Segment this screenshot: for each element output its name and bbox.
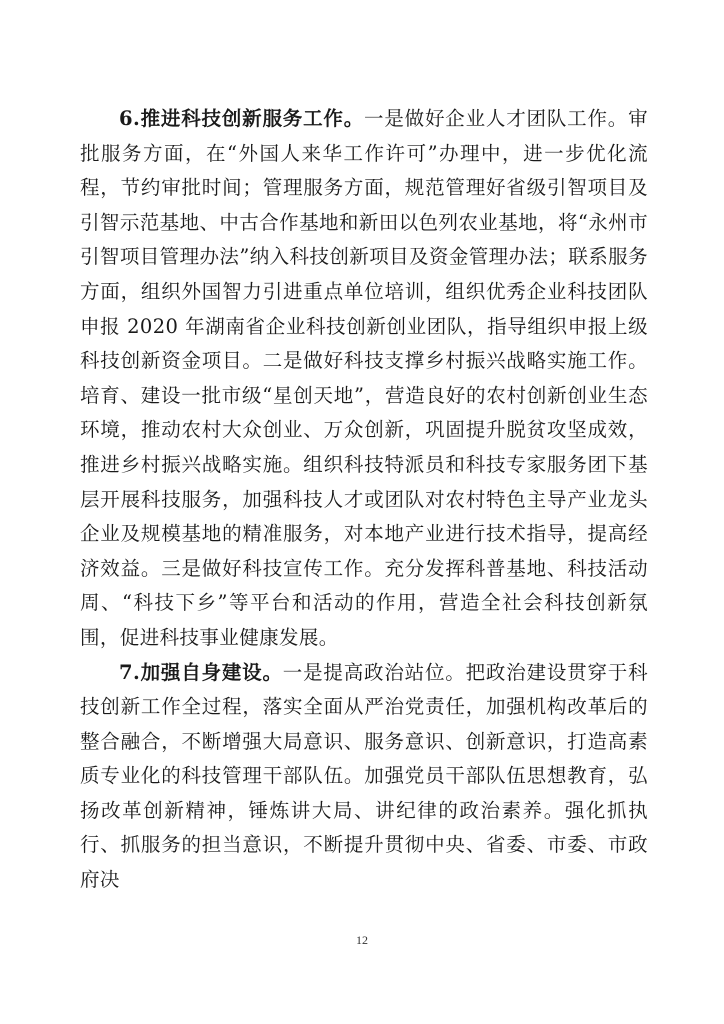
section-heading-6: 6.推进科技创新服务工作。: [119, 107, 365, 130]
page-number: 12: [356, 933, 368, 947]
body-text: [80, 102, 648, 898]
paragraph-7: [80, 656, 648, 898]
section-heading-7: 7.加强自身建设。: [119, 660, 283, 684]
paragraph-7-text: 一是提高政治站位。把政治建设贯穿于科技创新工作全过程，落实全面从严治党责任，加强机构改革后的整合融合，不断增强大局意识、服务意识、创新意识，打造高素质专业化的科技管理干部队伍。加强党员干部队伍思想教育，弘扬改革创新精神，锤炼讲大局、讲纪律的政治素养。强化抓执行、抓服务的担当意识，不断提升贯彻中央、省委、市委、市政府决: [80, 660, 648, 892]
paragraph-6: [80, 102, 648, 656]
paragraph-6-text: 一是做好企业人才团队工作。审批服务方面，在“外国人来华工作许可”办理中，进一步优化流程，节约审批时间；管理服务方面，规范管理好省级引智项目及引智示范基地、中古合作基地和新田以色列农业基地，将“永州市引智项目管理办法”纳入科技创新项目及资金管理办法；联系服务方面，组织外国智力引进重点单位培训，组织优秀企业科技团队申报 2020 年湖南省企业科技创新创业团队，指导组织申报上级科技创新资金项目。二是做好科技支撑乡村振兴战略实施工作。培育、建设一批市级“星创天地”，营造良好的农村创新创业生态环境，推动农村大众创业、万众创新，巩固提升脱贫攻坚成效，推进乡村振兴战略实施。组织科技特派员和科技专家服务团下基层开展科技服务，加强科技人才或团队对农村特色主导产业龙头企业及规模基地的精准服务，对本地产业进行技术指导，提高经济效益。三是做好科技宣传工作。充分发挥科普基地、科技活动周、“科技下乡”等平台和活动的作用，营造全社会科技创新氛围，促进科技事业健康发展。: [80, 107, 648, 649]
